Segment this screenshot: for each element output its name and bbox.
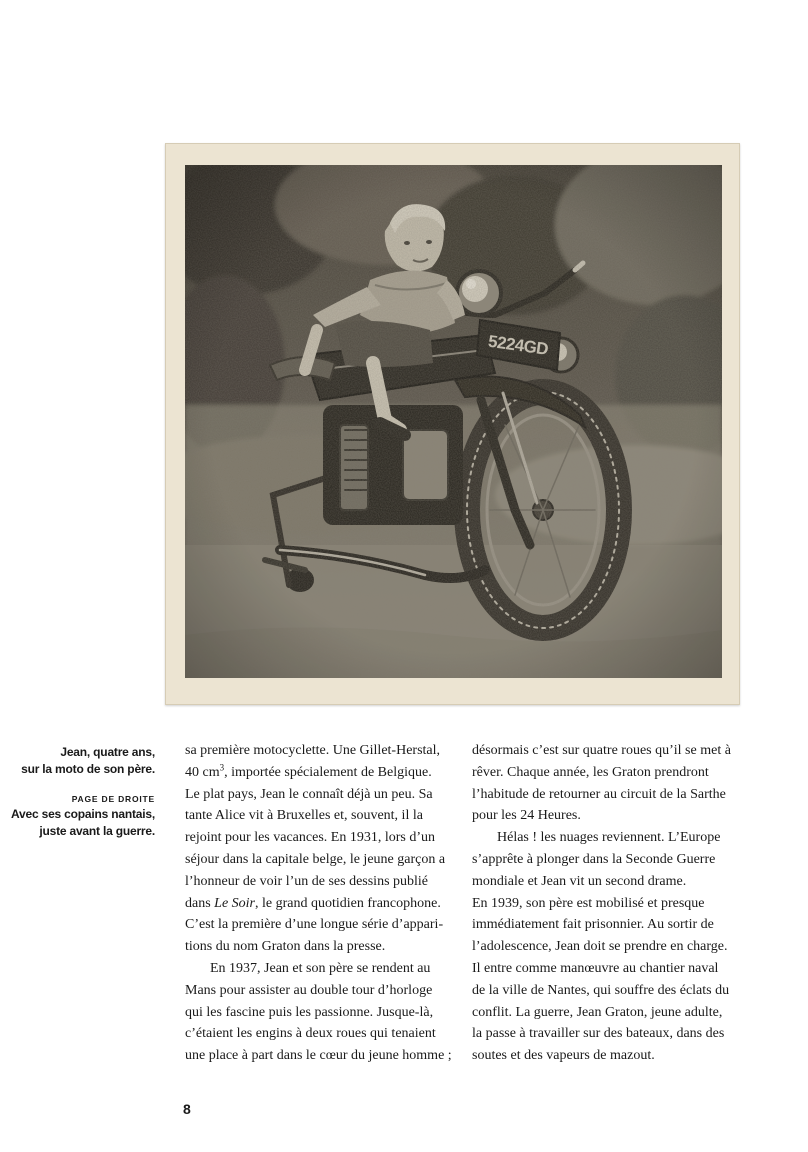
text-line: dans Le Soir, le grand quotidien francophone. [185, 895, 441, 911]
caption-secondary-line-1: Avec ses copains nantais, [11, 807, 155, 821]
photo-frame [165, 143, 740, 705]
vintage-photo-boy-on-motorcycle [185, 165, 722, 678]
text-line: 40 $cm^3$, importée spécialement de Belgique. [185, 762, 432, 780]
text-line: mondiale et Jean vit un second drame. [472, 873, 687, 889]
caption-label: PAGE DE DROITE [71, 794, 155, 804]
text-line: de la ville de Nantes, qui souffre des éclats du [472, 982, 730, 998]
text-line: Mans pour assister au double tour d’horloge [185, 982, 433, 998]
caption-main-line-1: Jean, quatre ans, [60, 745, 155, 759]
text-line: tante Alice vit à Bruxelles et, souvent, il la [185, 808, 423, 824]
page-number: 8 [183, 1101, 191, 1117]
text-line: l’adolescence, Jean doit se prendre en charge. [472, 939, 728, 955]
text-line: Hélas ! les nuages reviennent. L’Europe [497, 830, 721, 846]
text-line: s’apprête à plonger dans la Seconde Guerre [472, 851, 716, 867]
text-line: C’est la première d’une longue série d’appari- [185, 917, 444, 933]
text-line: tions du nom Graton dans la presse. [185, 939, 386, 955]
newspaper-title: Le Soir [214, 895, 256, 911]
text-line: qui les fascine puis les passionne. Jusque-là, [185, 1004, 434, 1020]
text-line: une place à part dans le cœur du jeune homme ; [185, 1048, 452, 1064]
text-line: Le plat pays, Jean le connaît déjà un peu. Sa [185, 786, 433, 802]
caption-secondary-line-2: juste avant la guerre. [39, 824, 155, 838]
text-column-1 [185, 740, 473, 1067]
text-line: Il entre comme manœuvre au chantier naval [472, 960, 719, 976]
caption-main-line-2: sur la moto de son père. [21, 762, 155, 776]
text-line: séjour dans la capitale belge, le jeune garçon a [185, 851, 446, 867]
text-line: rêver. Chaque année, les Graton prendront [472, 764, 709, 780]
text-line: désormais c’est sur quatre roues qu’il se met à [472, 743, 731, 758]
text-line: l’habitude de retourner au circuit de la Sarthe [472, 786, 726, 802]
text-line: rejoint pour les vacances. En 1931, lors d’un [185, 830, 435, 846]
text-line: la passe à travailler sur des bateaux, dans des [472, 1026, 725, 1042]
text-line: sa première motocyclette. Une Gillet-Herstal, [185, 743, 441, 758]
text-line: conflit. La guerre, Jean Graton, jeune adulte, [472, 1004, 723, 1020]
photo-captions [10, 744, 155, 840]
text-column-2 [472, 740, 760, 1067]
text-line: soutes et des vapeurs de mazout. [472, 1048, 655, 1064]
text-line: En 1937, Jean et son père se rendent au [210, 960, 431, 976]
text-line: l’honneur de voir l’un de ses dessins publié [185, 873, 429, 889]
text-line: pour les 24 Heures. [472, 808, 581, 824]
text-line: En 1939, son père est mobilisé et presque [472, 895, 705, 911]
text-line: c’étaient les engins à deux roues qui tenaient [185, 1026, 436, 1042]
text-line: immédiatement fait prisonnier. Au sortir de [472, 917, 714, 933]
